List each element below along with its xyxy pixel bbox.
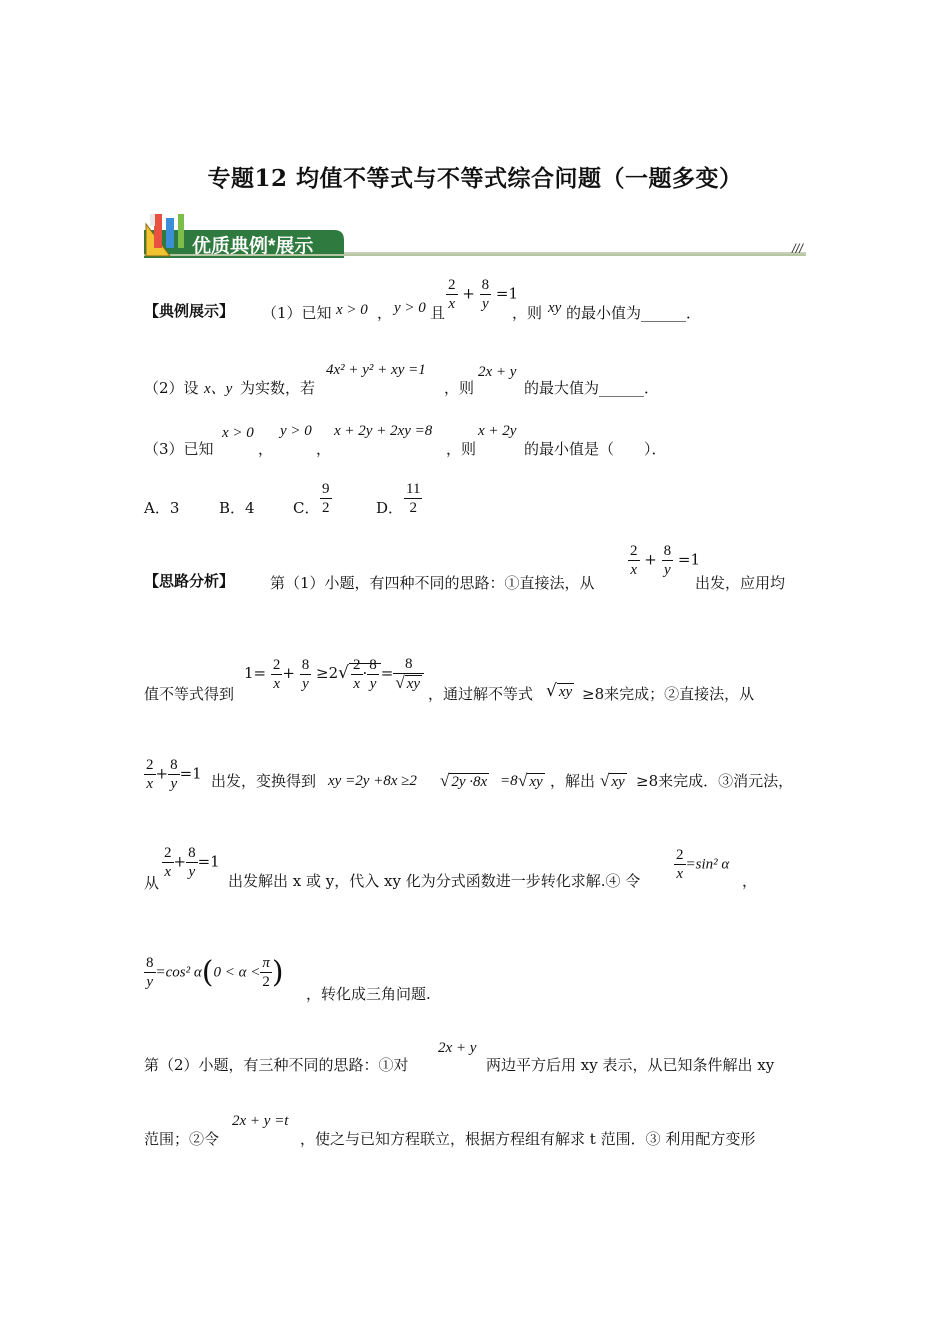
example-p1-frac-eq: $\frac{2}{x}$ + $\frac{8}{y}$ =1 (448, 277, 519, 312)
analysis-l5-formula: $\frac{8}{y}$ =cos² α(0 < α < $\frac{\pi}{2}$ ) (146, 955, 284, 990)
analysis-l2-sqrt: √ xy (546, 681, 573, 701)
analysis-l5c: ，转化成三角问题. (306, 985, 431, 1003)
analysis-l3-frac: $\frac{2}{x}$ + $\frac{8}{y}$ =1 (146, 757, 202, 792)
analysis-p2a: 第（2）小题，有三种不同的思路：①对 (144, 1056, 409, 1074)
analysis-l3b: xy =2y +8x ≥2 (328, 773, 417, 789)
option-c-frac: $\frac{9}{2}$ (322, 481, 330, 516)
analysis-l3-sqrt: √ 2y ·8x (440, 771, 488, 790)
example-p3-pre: （3）已知 (144, 440, 214, 458)
example-p1-c2: y > 0 (394, 300, 426, 316)
analysis-l4-frac: $\frac{2}{x}$ + $\frac{8}{y}$ =1 (164, 845, 220, 880)
example-p2-vars: x、y (204, 381, 233, 397)
analysis-heading: 【思路分析】 (144, 572, 235, 590)
section-banner (144, 212, 806, 262)
analysis-l3e: ≥8来完成．③消元法， (636, 772, 794, 790)
option-d-frac: $\frac{11}{2}$ (406, 481, 421, 516)
analysis-l2a: 值不等式得到 (144, 685, 235, 703)
analysis-l1: 第（1）小题，有四种不同的思路：①直接法，从 (270, 574, 595, 592)
analysis-p2d: ，使之与已知方程联立，根据方程组有解求 t 范围．③ 利用配方变形 (300, 1130, 756, 1148)
analysis-l2c: ≥8来完成；②直接法，从 (582, 685, 755, 703)
analysis-l1b: 出发，应用均 (695, 574, 786, 592)
example-p2-mid: 为实数，若 (240, 379, 316, 397)
analysis-l3-sqrt2: √ xy (518, 771, 543, 790)
example-p1-ask: 的最小值为______． (566, 304, 702, 322)
analysis-p2c: 范围；②令 (144, 1130, 220, 1148)
example-p1-then: ，则 (512, 304, 543, 322)
analysis-l2-formula: 1= $\frac{2}{x}$ + $\frac{8}{y}$ ≥2√ $\frac{2}{x}$ · $\frac{8}{y}$ = $\frac{8}{√ xy}$ (244, 655, 424, 693)
analysis-p2t: 2x + y =t (232, 1113, 289, 1129)
example-p2-pre: （2）设 (144, 379, 199, 397)
example-p3-comma2: ， (316, 440, 332, 458)
analysis-p2b: 两边平方后用 xy 表示，从已知条件解出 xy (486, 1056, 775, 1074)
example-p3-ask: 的最小值是（ ）． (524, 440, 667, 458)
example-p2-then: ，则 (444, 379, 475, 397)
example-p1-sep: ， (377, 304, 393, 322)
analysis-l3-sqrt3: √ xy (600, 771, 625, 790)
example-p3-c1: x > 0 (222, 425, 254, 441)
analysis-l4d: ， (742, 872, 758, 890)
analysis-l3c: =8 (500, 773, 518, 789)
example-p1-c1: x > 0 (336, 302, 368, 318)
example-p3-comma1: ， (258, 440, 274, 458)
page-title: 专题12 均值不等式与不等式综合问题（一题多变） (207, 165, 743, 192)
analysis-l4b: 出发解出 x 或 y，代入 xy 化为分式函数进一步转化求解.④ 令 (228, 872, 641, 890)
example-p1-xy: xy (548, 300, 562, 316)
example-p3-then: ，则 (446, 440, 477, 458)
analysis-l3d: ，解出 (550, 772, 596, 790)
option-d-label: D． (376, 499, 404, 517)
analysis-p2expr: 2x + y (438, 1040, 477, 1056)
option-a: A．3 (144, 499, 180, 517)
example-p1-pre: （1）已知 (262, 304, 332, 322)
analysis-l4-frac2: $\frac{2}{x}$ =sin² α (676, 847, 730, 882)
banner-marks: /// (792, 241, 803, 256)
example-p2-ask: 的最大值为______． (524, 379, 660, 397)
banner-label: 优质典例*展示 (192, 236, 314, 257)
example-p3-c2: y > 0 (280, 423, 312, 439)
analysis-l4a: 从 (144, 874, 160, 892)
example-p1-and: 且 (430, 304, 446, 322)
example-p2-eq: 4x² + y² + xy =1 (326, 362, 426, 378)
example-p3-eq: x + 2y + 2xy =8 (334, 423, 433, 439)
option-c-label: C． (293, 499, 320, 517)
example-p2-expr: 2x + y (478, 364, 517, 380)
example-p3-expr: x + 2y (478, 423, 517, 439)
analysis-l2b: ，通过解不等式 (428, 685, 534, 703)
example-heading: 【典例展示】 (144, 302, 235, 320)
analysis-l3a: 出发，变换得到 (211, 772, 317, 790)
analysis-l1-frac: $\frac{2}{x}$ + $\frac{8}{y}$ =1 (630, 543, 701, 578)
option-b: B．4 (219, 499, 255, 517)
